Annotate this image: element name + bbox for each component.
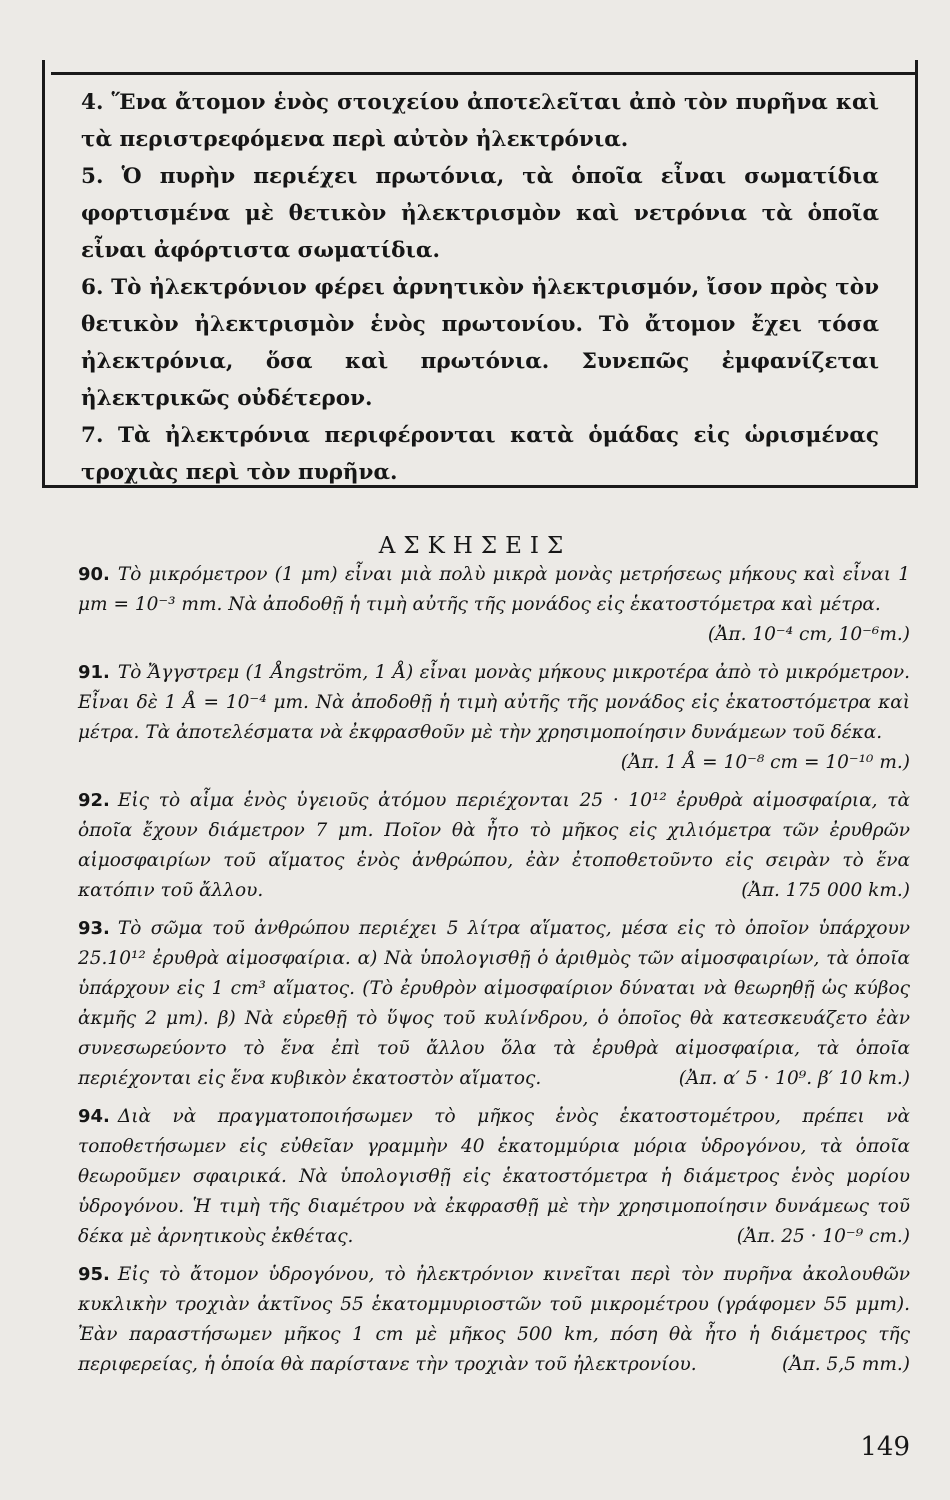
exercise-answer: (Ἀπ. 1 Å = 10⁻⁸ cm = 10⁻¹⁰ m.) [620,752,910,773]
section-title: ΑΣΚΗΣΕΙΣ [378,533,572,560]
exercise-text: Τὸ σῶμα τοῦ ἀνθρώπου περιέχει 5 λίτρα αἵματος, μέσα εἰς τὸ ὁποῖον ὑπάρχουν 25.10¹² ἐρυθρὰ αἱμοσφαίρια. α) Νὰ ὑπολογισθῇ ὁ ἀριθμὸς τῶν αἱμοσφαιρίων, τὰ ὁποῖα ὑπάρχουν εἰς 1 cm³ αἵματος. (Τὸ ἐρυθρὸν αἱμοσφαίριον δύναται νὰ θεωρηθῇ ὡς κύβος ἀκμῆς 2 μm). β) Νὰ εὑρεθῇ τὸ ὕψος τοῦ κυλίνδρου, ὁ ὁποῖος θὰ κατεσκευάζετο ἐὰν συνεσωρεύοντο τὸ ἕνα ἐπὶ τοῦ ἄλλου ὅλα τὰ ἐρυθρὰ αἱμοσφαίρια, τὰ ὁποῖα περιέχονται εἰς ἕνα κυβικὸν ἑκατοστὸν αἵματος. [78,918,910,1089]
summary-box [42,60,918,488]
exercise-item [78,914,910,1094]
summary-point-text: Τὰ ἠλεκτρόνια περιφέρονται κατὰ ὁμάδας εἰς ὡρισμένας τροχιὰς περὶ τὸν πυρῆνα. [81,423,879,485]
exercise-number: 94. [78,1106,110,1127]
exercise-list [78,560,910,1388]
exercise-number: 93. [78,918,110,939]
exercise-item [78,1260,910,1380]
summary-point [81,84,879,158]
summary-point [81,417,879,491]
exercise-text: Διὰ νὰ πραγματοποιήσωμεν τὸ μῆκος ἑνὸς ἑκατοστομέτρου, πρέπει νὰ τοποθετήσωμεν εἰς εὐθεῖαν γραμμὴν 40 ἑκατομμύρια μόρια ὑδρογόνου, τὰ ὁποῖα θεωροῦμεν σφαιρικά. Νὰ ὑπολογισθῇ εἰς ἑκατοστόμετρα ἡ διάμετρος ἑνὸς μορίου ὑδρογόνου. Ἡ τιμὴ τῆς διαμέτρου νὰ ἐκφρασθῇ μὲ τὴν χρησιμοποίησιν δυνάμεως τοῦ δέκα μὲ ἀρνητικοὺς ἐκθέτας. [78,1106,910,1247]
exercise-text: Εἰς τὸ αἷμα ἑνὸς ὑγειοῦς ἀτόμου περιέχονται 25 · 10¹² ἐρυθρὰ αἱμοσφαίρια, τὰ ὁποῖα ἔχουν διάμετρον 7 μm. Ποῖον θὰ ἦτο τὸ μῆκος εἰς χιλιόμετρα τῶν ἐρυθρῶν αἱμοσφαιρίων τοῦ αἵματος ἑνὸς ἀνθρώπου, ἐὰν ἐτοποθετοῦντο εἰς σειρὰν τὸ ἕνα κατόπιν τοῦ ἄλλου. [78,790,910,901]
summary-point-number: 7. [81,423,104,448]
exercise-answer: (Ἀπ. 5,5 mm.) [782,1354,910,1375]
exercise-item [78,658,910,778]
exercise-number: 91. [78,662,110,683]
exercise-answer: (Ἀπ. 25 · 10⁻⁹ cm.) [736,1226,910,1247]
exercise-answer: (Ἀπ. 10⁻⁴ cm, 10⁻⁶m.) [707,624,910,645]
exercise-item [78,560,910,650]
exercise-number: 90. [78,564,110,585]
page-number: 149 [860,1432,910,1462]
exercise-answer: (Ἀπ. 175 000 km.) [741,880,910,901]
exercise-item [78,1102,910,1252]
summary-point [81,269,879,417]
summary-point-text: Ὁ πυρὴν περιέχει πρωτόνια, τὰ ὁποῖα εἶναι σωματίδια φορτισμένα μὲ θετικὸν ἠλεκτρισμὸν καὶ νετρόνια τὰ ὁποῖα εἶναι ἀφόρτιστα σωματίδια. [81,164,879,263]
exercise-number: 95. [78,1264,110,1285]
summary-point-text: Τὸ ἠλεκτρόνιον φέρει ἀρνητικὸν ἠλεκτρισμόν, ἴσον πρὸς τὸν θετικὸν ἠλεκτρισμὸν ἑνὸς πρωτονίου. Τὸ ἄτομον ἔχει τόσα ἠλεκτρόνια, ὅσα καὶ πρωτόνια. Συνεπῶς ἐμφανίζεται ἠλεκτρικῶς οὐδέτερον. [81,275,879,411]
summary-box-top-rule [51,72,918,75]
exercise-text: Εἰς τὸ ἄτομον ὑδρογόνου, τὸ ἠλεκτρόνιον κινεῖται περὶ τὸν πυρῆνα ἀκολουθῶν κυκλικὴν τροχιὰν ἀκτῖνος 55 ἑκατομμυριοστῶν τοῦ μικρομέτρου (γράφομεν 55 μμm). Ἐὰν παραστήσωμεν μῆκος 1 cm μὲ μῆκος 500 km, πόση θὰ ἦτο ἡ διάμετρος τῆς περιφερείας, ἡ ὁποία θὰ παρίστανε τὴν τροχιὰν τοῦ ἠλεκτρονίου. [78,1264,910,1375]
exercise-answer: (Ἀπ. α′ 5 · 10⁹. β′ 10 km.) [678,1068,910,1089]
summary-point [81,158,879,269]
exercise-text: Τὸ μικρόμετρον (1 μm) εἶναι μιὰ πολὺ μικρὰ μονὰς μετρήσεως μήκους καὶ εἶναι 1 μm = 10⁻³ mm. Νὰ ἀποδοθῇ ἡ τιμὴ αὐτῆς τῆς μονάδος εἰς ἑκατοστόμετρα καὶ μέτρα. [78,564,910,615]
summary-point-number: 6. [81,275,104,300]
exercise-item [78,786,910,906]
exercise-text: Τὸ Ἄγγστρεμ (1 Ångström, 1 Å) εἶναι μονὰς μήκους μικροτέρα ἀπὸ τὸ μικρόμετρον. Εἶναι δὲ 1 Å = 10⁻⁴ μm. Νὰ ἀποδοθῇ ἡ τιμὴ αὐτῆς τῆς μονάδος εἰς ἑκατοστόμετρα καὶ μέτρα. Τὰ ἀποτελέσματα νὰ ἐκφρασθοῦν μὲ τὴν χρησιμοποίησιν δυνάμεων τοῦ δέκα. [78,662,910,743]
summary-point-number: 4. [81,90,104,115]
summary-point-number: 5. [81,164,104,189]
exercise-number: 92. [78,790,110,811]
summary-point-text: Ἕνα ἄτομον ἑνὸς στοιχείου ἀποτελεῖται ἀπὸ τὸν πυρῆνα καὶ τὰ περιστρεφόμενα περὶ αὐτὸν ἠλεκτρόνια. [81,90,879,152]
